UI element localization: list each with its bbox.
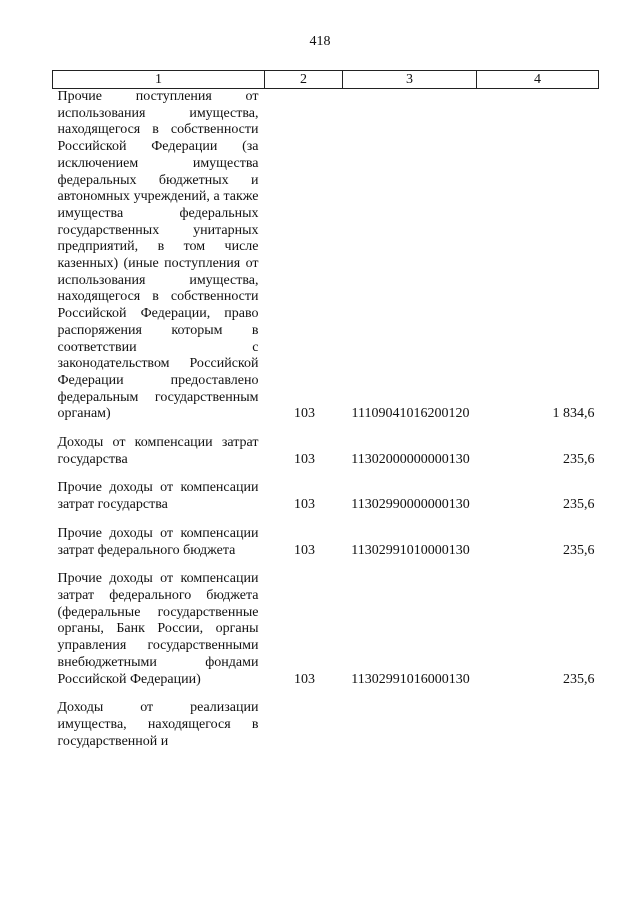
row-classification-code: 11302990000000130	[351, 497, 470, 513]
row-classification-code: 11302991016000130	[351, 671, 470, 687]
row-amount: 235,6	[563, 451, 595, 467]
table-row	[53, 435, 599, 480]
row-admin-code	[265, 700, 343, 750]
row-name: Прочие доходы от компенсации затрат федерального бюджета	[57, 525, 259, 558]
row-admin-code: 103	[294, 542, 315, 558]
row-amount: 1 834,6	[552, 406, 595, 422]
row-amount: 235,6	[563, 542, 595, 558]
row-name: Прочие поступления от использования имущества, находящегося в собственности Российской Федерации (за исключением имущества федеральных бюджетных и автономных учреждений, а также имущества федеральных государственных унитарных предприятий, в том числе казенных) (иные поступления от использования имущества, находящегося в собственности Российской Федерации, право распоряжения которым в соответствии с законодательством Российской Федерации предоставлено федеральным государственным органам)	[57, 89, 259, 422]
column-header-2: 2	[265, 71, 343, 89]
row-classification-code: 11302000000000130	[351, 451, 470, 467]
row-admin-code: 103	[294, 671, 315, 687]
page-number: 418	[309, 34, 331, 49]
table-row	[53, 700, 599, 750]
table-body	[53, 89, 599, 751]
row-name: Прочие доходы от компенсации затрат государства	[57, 480, 259, 513]
row-classification-code: 11302991010000130	[351, 542, 470, 558]
row-admin-code: 103	[294, 497, 315, 513]
column-header-4: 4	[477, 71, 599, 89]
table-row	[53, 480, 599, 525]
row-name: Прочие доходы от компенсации затрат федерального бюджета (федеральные государственные органы, Банк России, органы управления государственными внебюджетными фондами Российской Федерации)	[57, 571, 259, 687]
row-classification-code: 11109041016200120	[351, 406, 470, 422]
row-admin-code: 103	[294, 406, 315, 422]
row-classification-code	[343, 700, 477, 750]
column-header-3: 3	[343, 71, 477, 89]
row-amount: 235,6	[563, 497, 595, 513]
row-name: Доходы от компенсации затрат государства	[57, 435, 259, 467]
table-row	[53, 571, 599, 700]
table-row	[53, 89, 599, 436]
table-row	[53, 526, 599, 571]
table-header	[53, 71, 599, 89]
revenue-table	[52, 70, 599, 750]
row-admin-code: 103	[294, 451, 315, 467]
header-row	[53, 71, 599, 89]
row-amount: 235,6	[563, 671, 595, 687]
row-name: Доходы от реализации имущества, находящегося в государственной и	[57, 700, 259, 749]
column-header-1: 1	[53, 71, 265, 89]
row-amount	[477, 700, 599, 750]
